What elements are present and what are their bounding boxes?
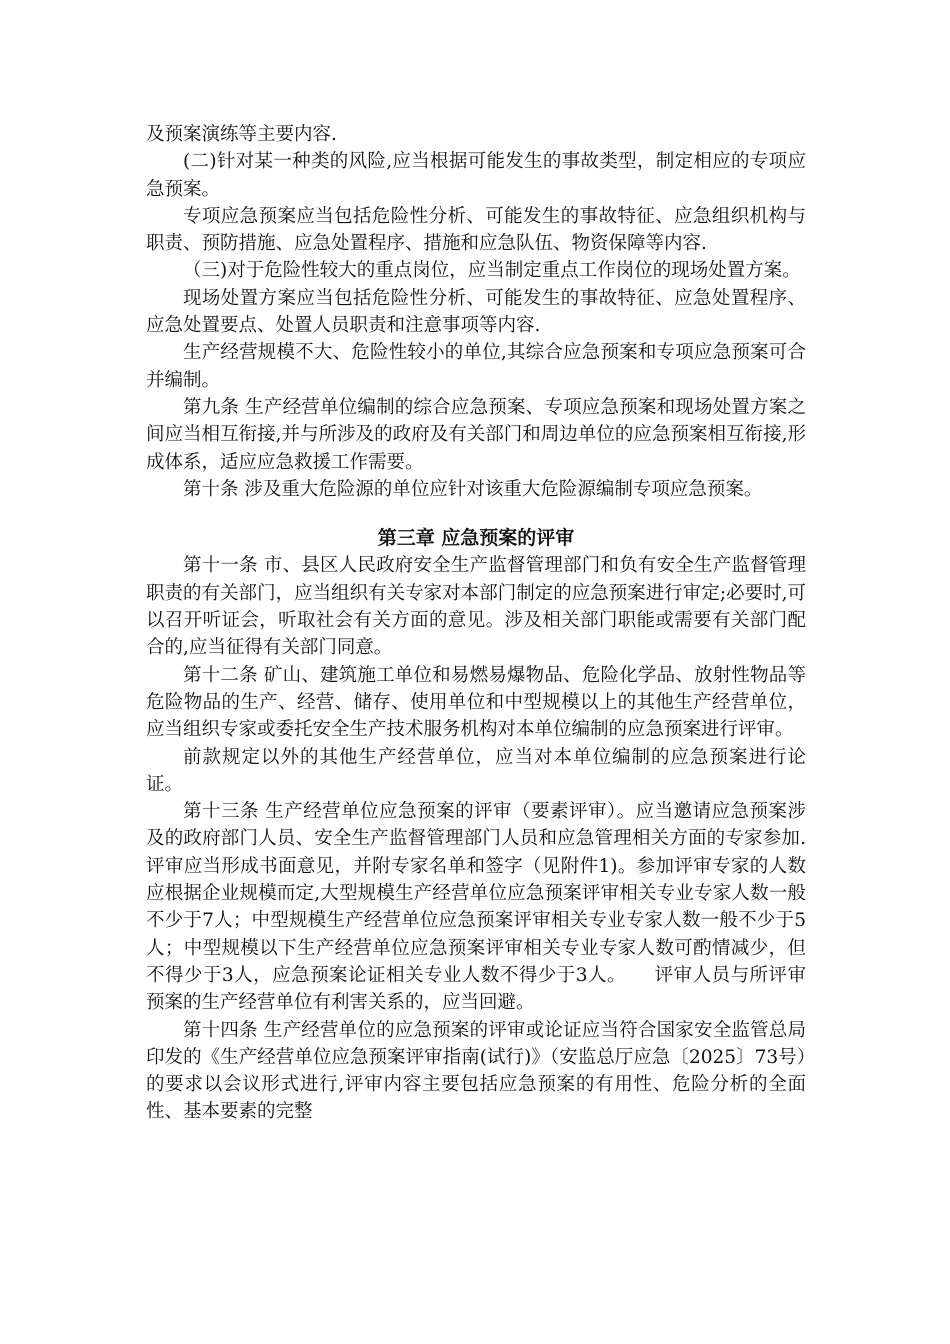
paragraph: 生产经营规模不大、危险性较小的单位,其综合应急预案和专项应急预案可合并编制。 xyxy=(146,342,806,391)
paragraph: 第十二条 矿山、建筑施工单位和易燃易爆物品、危险化学品、放射性物品等危险物品的生产、经营、储存、使用单位和中型规模以上的其他生产经营单位，应当组织专家或委托安全生产技术服务机构对本单位编制的应急预案进行评审。 xyxy=(146,664,806,741)
paragraph: 现场处置方案应当包括危险性分析、可能发生的事故特征、应急处置程序、应急处置要点、处置人员职责和注意事项等内容. xyxy=(146,287,806,337)
paragraph: 第十四条 生产经营单位的应急预案的评审或论证应当符合国家安全监管总局印发的《生产经营单位应急预案评审指南(试行)》（安监总厅应急〔2025〕73号）的要求以会议形式进行,评审内容主要包括应急预案的有用性、危险分析的全面性、基本要素的完整 xyxy=(146,1019,806,1123)
paragraph: 第十条 涉及重大危险源的单位应针对该重大危险源编制专项应急预案。 xyxy=(183,478,763,500)
paragraph: 前款规定以外的其他生产经营单位，应当对本单位编制的应急预案进行论证。 xyxy=(146,746,806,795)
paragraph: (二)针对某一种类的风险,应当根据可能发生的事故类型，制定相应的专项应急预案。 xyxy=(146,151,806,200)
paragraph: 第九条 生产经营单位编制的综合应急预案、专项应急预案和现场处置方案之间应当相互衔接,并与所涉及的政府及有关部门和周边单位的应急预案相互衔接,形成体系，适应应急救援工作需要。 xyxy=(146,396,806,473)
paragraph: （三)对于危险性较大的重点岗位，应当制定重点工作岗位的现场处置方案。 xyxy=(183,260,801,282)
paragraph: 第十一条 市、县区人民政府安全生产监督管理部门和负有安全生产监督管理职责的有关部门，应当组织有关专家对本部门制定的应急预案进行审定;必要时,可以召开听证会，听取社会有关方面的意见。涉及相关部门职能或需要有关部门配合的,应当征得有关部门同意。 xyxy=(146,555,806,659)
chapter-title: 第三章 应急预案的评审 xyxy=(377,527,575,550)
paragraph: 第十三条 生产经营单位应急预案的评审（要素评审）。应当邀请应急预案涉及的政府部门人员、安全生产监督管理部门人员和应急管理相关方面的专家参加.评审应当形成书面意见，并附专家名单和签字（见附件1)。参加评审专家的人数应根据企业规模而定,大型规模生产经营单位应急预案评审相关专业专家人数一般不少于7人；中型规模生产经营单位应急预案评审相关专业专家人数一般不少于5人；中型规模以下生产经营单位应急预案评审相关专业专家人数可酌情减少，但不得少于3人，应急预案论证相关专业人数不得少于3人。 评审人员与所评审预案的生产经营单位有利害关系的，应当回避。 xyxy=(146,801,806,1014)
paragraph: 及预案演练等主要内容. xyxy=(146,124,337,145)
paragraph: 专项应急预案应当包括危险性分析、可能发生的事故特征、应急组织机构与职责、预防措施、应急处置程序、措施和应急队伍、物资保障等内容. xyxy=(146,205,806,255)
document-body xyxy=(146,121,806,1126)
